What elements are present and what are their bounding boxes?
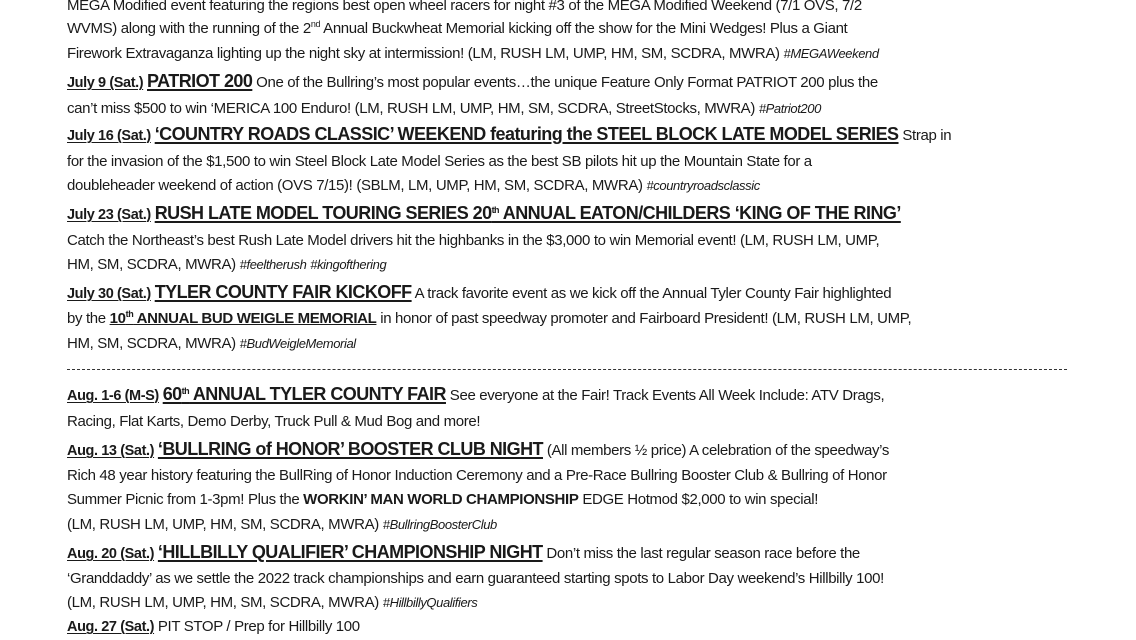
event-line [67, 153, 812, 171]
title-text: ANNUAL EATON/CHILDERS ‘KING OF THE RING’ [499, 203, 901, 223]
event-line [67, 232, 879, 250]
event-heading-aug1-6 [67, 385, 884, 405]
event-line [67, 310, 911, 328]
intro-text: Annual Buckwheat Memorial kicking off the show for the Mini Wedges! Plus a Giant [320, 20, 848, 37]
event-line [67, 413, 480, 431]
event-description: Don’t miss the last regular season race before the [546, 545, 860, 562]
event-description: in honor of past speedway promoter and Fairboard President! (LM, RUSH LM, UMP, [376, 310, 912, 327]
event-description: PIT STOP / Prep for Hillbilly 100 [157, 618, 360, 635]
event-description: One of the Bullring’s most popular events…the unique Feature Only Format PATRIOT 200 plus the [256, 74, 878, 91]
event-line [67, 177, 760, 195]
event-heading-aug20 [67, 543, 860, 563]
event-title: PATRIOT 200 [147, 71, 253, 91]
event-heading-july16 [67, 125, 951, 145]
event-description: HM, SM, SCDRA, MWRA) [67, 256, 236, 273]
intro-text: Firework Extravaganza lighting up the night sky at intermission! (LM, RUSH LM, UMP, HM, SM, SCDRA, MWRA) [67, 45, 780, 62]
event-description: (LM, RUSH LM, UMP, HM, SM, SCDRA, MWRA) [67, 594, 379, 611]
event-description: Strap in [902, 127, 952, 144]
event-description: EDGE Hotmod $2,000 to win special! [578, 491, 819, 508]
event-description: HM, SM, SCDRA, MWRA) [67, 335, 236, 352]
hashtag: #feeltherush [239, 257, 307, 272]
event-description: for the invasion of the $1,500 to win Steel Block Late Model Series as the best SB pilots hit up the Mountain State for a [67, 153, 812, 170]
event-line [67, 256, 386, 274]
dashed-divider [67, 369, 1067, 370]
title-text: RUSH LATE MODEL TOURING SERIES 20 [154, 203, 492, 223]
event-heading-july9 [67, 72, 878, 92]
event-date: July 9 (Sat.) [67, 75, 144, 91]
event-description: (LM, RUSH LM, UMP, HM, SM, SCDRA, MWRA) [67, 516, 379, 533]
event-date: Aug. 27 (Sat.) [67, 619, 155, 635]
event-line [67, 570, 884, 588]
intro-line-1 [67, 0, 862, 15]
event-date: July 23 (Sat.) [67, 207, 151, 223]
event-description: A track favorite event as we kick off the Annual Tyler County Fair highlighted [414, 285, 892, 302]
hashtag: #countryroadsclassic [646, 178, 760, 193]
event-heading-july23 [67, 204, 901, 224]
event-title: ‘HILLBILLY QUALIFIER’ CHAMPIONSHIP NIGHT [157, 542, 543, 562]
event-description: doubleheader weekend of action (OVS 7/15)! (SBLM, LM, UMP, HM, SM, SCDRA, MWRA) [67, 177, 643, 194]
event-heading-aug27 [67, 618, 360, 636]
event-title [163, 384, 446, 404]
event-description: can’t miss $500 to win ‘MERICA 100 Enduro! (LM, RUSH LM, UMP, HM, SM, SCDRA, StreetStocks, MWRA) [67, 100, 755, 117]
memorial-highlight [110, 310, 377, 327]
ordinal-suffix: th [491, 205, 499, 215]
event-date: July 30 (Sat.) [67, 286, 151, 302]
intro-text: MEGA Modified event featuring the regions best open wheel racers for night #3 of the MEGA Modified Weekend (7/1 OVS, 7/2 [67, 0, 862, 14]
event-description: Summer Picnic from 1-3pm! Plus the [67, 491, 304, 508]
event-description: ‘Granddaddy’ as we settle the 2022 track championships and earn guaranteed starting spots to Labor Day weekend’s Hillbilly 100! [67, 570, 884, 587]
event-date: Aug. 1-6 (M-S) [67, 388, 159, 404]
hashtag: #MEGAWeekend [783, 46, 879, 61]
title-text: ANNUAL TYLER COUNTY FAIR [189, 384, 446, 404]
hashtag: #BullringBoosterClub [382, 517, 497, 532]
hashtag: #HillbillyQualifiers [382, 595, 478, 610]
event-description: See everyone at the Fair! Track Events All Week Include: ATV Drags, [449, 387, 885, 404]
event-title: TYLER COUNTY FAIR KICKOFF [154, 282, 412, 302]
event-line [67, 467, 887, 485]
ordinal-suffix: th [181, 386, 190, 396]
event-description: Racing, Flat Karts, Demo Derby, Truck Pull & Mud Bog and more! [67, 413, 481, 430]
intro-text: WVMS) along with the running of the 2 [67, 20, 311, 37]
highlight-text: ANNUAL BUD WEIGLE MEMORIAL [133, 310, 377, 327]
event-description: Catch the Northeast’s best Rush Late Model drivers hit the highbanks in the $3,000 to win Memorial event! (LM, RUSH LM, UMP, [67, 232, 880, 249]
event-description: (All members ½ price) A celebration of the speedway’s [546, 442, 889, 459]
championship-highlight: WORKIN’ MAN WORLD CHAMPIONSHIP [303, 491, 579, 508]
hashtag: #BudWeigleMemorial [239, 336, 356, 351]
event-title: ‘BULLRING of HONOR’ BOOSTER CLUB NIGHT [157, 439, 543, 459]
hashtag: #kingofthering [310, 257, 387, 272]
event-line [67, 594, 477, 612]
ordinal-suffix: th [125, 309, 134, 319]
event-line [67, 516, 497, 534]
event-line [67, 335, 356, 353]
ordinal-suffix: nd [310, 19, 321, 29]
event-heading-aug13 [67, 440, 889, 460]
event-description: Rich 48 year history featuring the BullRing of Honor Induction Ceremony and a Pre-Race Bullring Booster Club & Bullring of Honor [67, 467, 887, 484]
event-line [67, 100, 821, 118]
event-description: by the [67, 310, 110, 327]
highlight-text: 10 [109, 310, 126, 327]
event-date: Aug. 20 (Sat.) [67, 546, 155, 562]
event-heading-july30 [67, 283, 891, 303]
event-line [67, 491, 818, 509]
event-date: Aug. 13 (Sat.) [67, 443, 155, 459]
title-text: 60 [162, 384, 182, 404]
intro-line-2 [67, 20, 847, 38]
hashtag: #Patriot200 [758, 101, 821, 116]
event-title: ‘COUNTRY ROADS CLASSIC’ WEEKEND featuring the STEEL BLOCK LATE MODEL SERIES [154, 124, 899, 144]
intro-line-3 [67, 45, 879, 63]
event-title [155, 203, 901, 223]
event-date: July 16 (Sat.) [67, 128, 151, 144]
